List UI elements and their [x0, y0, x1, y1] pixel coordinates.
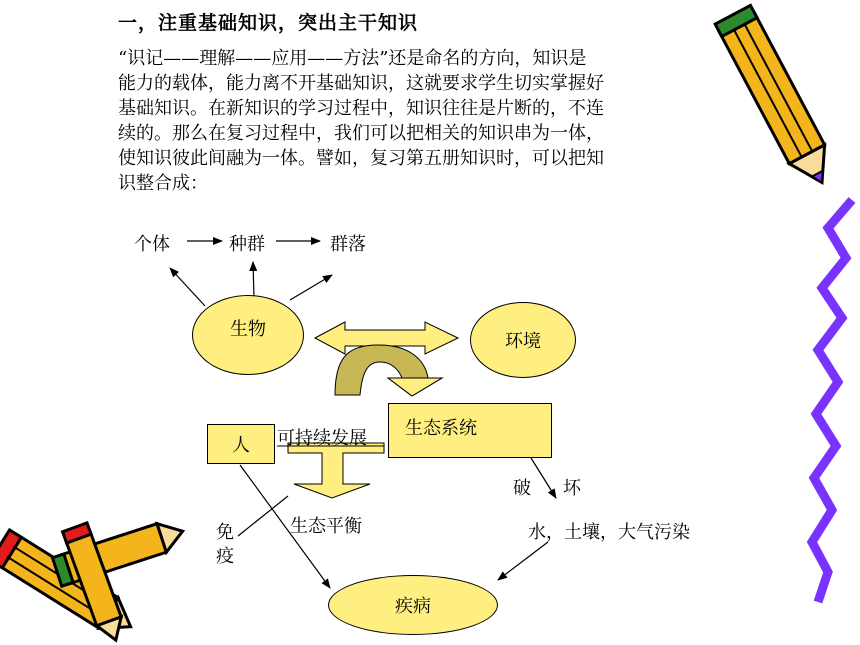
label-immunity-2: 疫: [216, 546, 234, 567]
node-human-label: 人: [232, 435, 250, 456]
node-disease: [328, 575, 498, 635]
node-environment: [470, 302, 576, 378]
label-immunity-1: 免: [216, 522, 234, 543]
node-human: [207, 424, 275, 464]
arrow-organism-to-population: [253, 262, 254, 298]
label-damage-1: 破: [513, 478, 531, 499]
node-ecosystem-label: 生态系统: [405, 418, 477, 439]
arrow-ecosystem-damage: [531, 458, 556, 498]
paragraph-line: 基础知识。在新知识的学习过程中，知识往往是片断的，不连: [118, 98, 604, 119]
label-damage-2: 坏: [563, 478, 581, 499]
node-environment-label: 环境: [505, 331, 541, 352]
immunity-slash: [238, 496, 288, 536]
arrow-organism-to-individual: [170, 268, 205, 306]
label-individual: 个体: [134, 234, 170, 255]
paragraph-line: 识整合成：: [118, 173, 208, 194]
node-ecosystem: [388, 403, 552, 458]
paragraph-line: 使知识彼此间融为一体。譬如，复习第五册知识时，可以把知: [118, 148, 604, 169]
arrow-pollution-to-disease: [498, 542, 548, 580]
squiggle-decoration: [812, 200, 852, 602]
section-heading: 一，注重基础知识，突出主干知识: [118, 12, 419, 34]
label-sustainable: 可持续发展: [277, 428, 367, 449]
paragraph-line: 续的。那么在复习过程中，我们可以把相关的知识串为一体，: [118, 123, 604, 144]
down-arrow-sustainable: [288, 443, 384, 498]
label-balance: 生态平衡: [290, 516, 362, 537]
pencil-decoration-top: [715, 5, 840, 192]
label-population: 种群: [229, 234, 265, 255]
label-pollution: 水，土壤，大气污染: [528, 522, 690, 543]
node-disease-label: 疾病: [395, 596, 431, 617]
label-community: 群落: [330, 234, 366, 255]
curved-arrow-head: [388, 378, 442, 396]
paragraph-line: “识记——理解——应用——方法”还是命名的方向，知识是: [118, 48, 587, 69]
node-organism-label: 生物: [230, 319, 266, 340]
paragraph-line: 能力的载体，能力离不开基础知识，这就要求学生切实掌握好: [118, 73, 604, 94]
arrow-organism-to-community: [290, 275, 332, 300]
node-organism: [192, 295, 304, 375]
